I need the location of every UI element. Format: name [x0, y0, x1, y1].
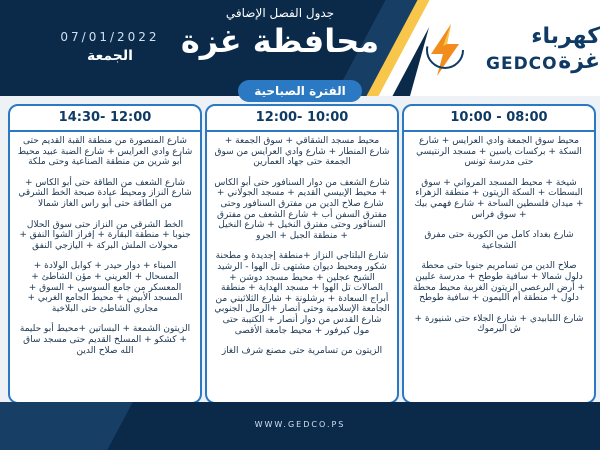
time-slot-column: [8, 104, 202, 404]
schedule-date: 07/01/2022: [60, 30, 160, 44]
area-item: شيخة + محيط المسجد المرواني + سوق البسطات + السكة الزيتون + منطقة الزهراء + ميدان فلسطين الساحة + شارع فهمي بيك + سوق فراس: [414, 177, 584, 220]
area-list: [10, 132, 200, 356]
website-link[interactable]: WWW.GEDCO.PS: [254, 420, 346, 429]
lightning-bolt-icon: [425, 22, 465, 78]
area-item: شارع اللبابيدي + شارع الجلاء حتى شنيورة + ش اليرموك: [414, 313, 584, 335]
area-item: محيط سوق الجمعة وادي العرايس + شارع السكة + بركسات ياسين + مسجد الرنتيسي حتى مدرسة تونس: [416, 136, 582, 168]
time-slot-header: 14:30- 12:00: [10, 106, 200, 132]
time-slot-header: 12:00- 10:00: [207, 106, 397, 132]
area-item: الخط الشرقي من النزاز حتى سوق الحلال جنوبا + منطقة البقارة + إفراز الشوا النفق + محولات الملش البركة + اليازجي النفق: [19, 219, 191, 251]
schedule-title: جدول الفصل الإضافي: [225, 6, 335, 20]
time-slot-column: [205, 104, 399, 404]
area-item: الزيتون الشمعة + البساتين +محيط أبو حليمة + كشكو + المسلخ القديم حتى مسجد ساق الله صلاح الدين: [19, 324, 191, 356]
time-slot-column: [402, 104, 596, 404]
period-badge: الفترة الصباحية: [238, 80, 362, 102]
area-item: شارع البلتاجي النزاز +منطقة إجديدة و مطحنة شكور ومحيط ديوان مشتهى تل الهوا - الرشيد الشيخ عجلين + محيط مسجد دوشن + الصالات تل الهوا + مسجد الهداية + منطقة أبراج السعادة + برشلونة + شارع الثلاثيني من الجامعة الإسلامية وحتى أنصار +الرمال الجنوبي شارع القدس من دوار أنصار + الكتيبة حتى مول كيرفور + محيط جامعة الأقصى: [214, 251, 390, 336]
area-item: الميناء + دوار حيدر + كوابل الولادة + المسحال + العريني + مؤن الشاطئ + المعسكر من جامع السوسي + السوق + المسجد الأبيض + محيط الجامع الغربي + مجاري الشاطئ حتى البلاخية: [27, 261, 183, 314]
governorate-title: محافظة غزة: [180, 22, 380, 60]
schedule-day: الجمعة: [87, 48, 133, 64]
area-item: شارع الشعف من دوار السنافور حتى أبو الكاس + محيط الإبيسي القديم + مسجد الجولاني + شارع صلاح الدين من مفترق السنافور وحتى مفترق السفن أب + شارع الشعف من مفترق السنافور وحتى مفترق النخيل + شارع النخيل + منطقة الجبل + الجرو: [214, 177, 390, 241]
time-slot-header: 10:00 - 08:00: [404, 106, 594, 132]
area-item: شارع بغداد كامل من الكوربة حتى مفرق الشجاعية: [424, 230, 574, 251]
logo-name-english: GEDCO: [486, 54, 558, 74]
logo-name-arabic: كهرباء غزة: [531, 24, 600, 74]
area-list: [404, 132, 594, 335]
area-item: شارع المنصورة من منطقة القبة القديم حتى شارع وادي العرايس + شارع الضبة عبيد محيط أبو شرين من منطقة الصناعية وحتى ملكة: [17, 136, 193, 168]
area-item: الزيتون من تسامرية حتى مصنع شرف الغاز: [221, 346, 383, 357]
area-item: شارع الشعف من الطاقة حتى أبو الكاس + شارع النزاز ومحيط عيادة صبحة الخط الشرقي من الطاقة حتى أبو راس الغاز شمالا: [18, 177, 192, 209]
area-list: [207, 132, 397, 357]
area-item: محيط مسجد الشقاقي + سوق الجمعة + شارع المنطار + شارع وادي العرايس من سوق الجمعة حتى جهاد العمارين: [214, 136, 390, 168]
area-item: صلاح الدين من تسامريم جنوبا حتى محطة دلول شمالا + سافية طوطح + مدرسة عليين + أرض البرعصي الزيتون الغربية محيط محطة دلول + منطقة أم الليمون + سافية طوطح: [412, 261, 586, 304]
